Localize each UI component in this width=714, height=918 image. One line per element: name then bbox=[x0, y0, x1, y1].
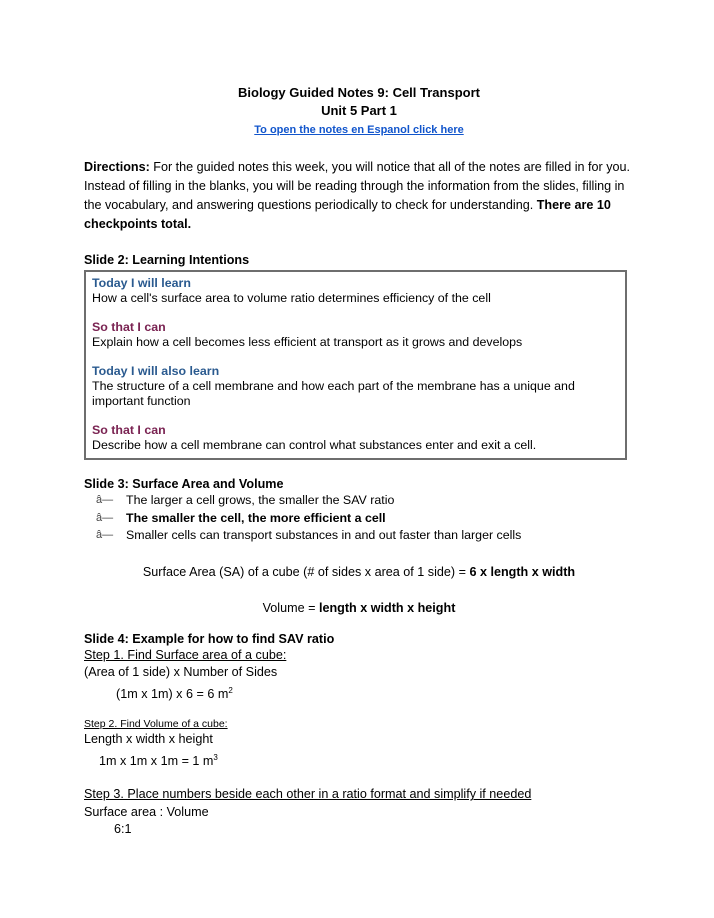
step1-heading: Step 1. Find Surface area of a cube: bbox=[84, 647, 287, 662]
volume-formula-text: Volume = bbox=[262, 600, 319, 615]
step2-exponent: 3 bbox=[213, 752, 218, 762]
intention-text: Describe how a cell membrane can control what substances enter and exit a cell. bbox=[92, 438, 537, 452]
bullet-text: The larger a cell grows, the smaller the SAV ratio bbox=[126, 493, 395, 507]
spanish-notes-link[interactable]: To open the notes en Espanol click here bbox=[254, 124, 464, 136]
slide3-heading: Slide 3: Surface Area and Volume bbox=[84, 477, 284, 491]
list-item bbox=[96, 510, 634, 528]
checkpoints-note: There are 10 checkpoints total. bbox=[84, 198, 611, 231]
bullet-marker: â— bbox=[96, 494, 114, 506]
slide4-heading: Slide 4: Example for how to find SAV ratio bbox=[84, 631, 335, 646]
step2-line: Length x width x height bbox=[84, 732, 213, 747]
step3-line: Surface area : Volume bbox=[84, 804, 209, 819]
directions-label: Directions: bbox=[84, 160, 150, 174]
document-page bbox=[84, 84, 634, 839]
list-item bbox=[96, 527, 634, 545]
volume-formula-bold: length x width x height bbox=[318, 600, 456, 615]
bullet-marker: â— bbox=[96, 529, 114, 541]
surface-area-formula bbox=[84, 563, 634, 581]
bullet-text: Smaller cells can transport substances in and out faster than larger cells bbox=[126, 528, 522, 542]
list-item bbox=[96, 492, 634, 510]
step1-calculation bbox=[84, 682, 634, 704]
step1-calculation-text: (1m x 1m) x 6 = 6 m bbox=[116, 686, 229, 701]
step2-calculation bbox=[84, 749, 634, 771]
step1-exponent: 2 bbox=[228, 685, 233, 695]
step3-ratio: 6:1 bbox=[114, 822, 132, 837]
step1-line: (Area of 1 side) x Number of Sides bbox=[84, 665, 278, 679]
sa-formula-text: Surface Area (SA) of a cube (# of sides x area of 1 side) = bbox=[142, 564, 470, 579]
directions-text: For the guided notes this week, you will notice that all of the notes are filled in for you. Instead of filling in the blanks, you will be reading through the information from the slides, filling in the vocabulary, and answering questions periodically to check for understanding. bbox=[84, 160, 631, 212]
intention-text: Explain how a cell becomes less efficient at transport as it grows and develops bbox=[92, 335, 523, 349]
volume-formula bbox=[84, 599, 634, 617]
intention-text: How a cell's surface area to volume ratio determines efficiency of the cell bbox=[92, 291, 491, 305]
intention-text: The structure of a cell membrane and how each part of the membrane has a unique and important function bbox=[92, 379, 575, 408]
intention-label: So that I can bbox=[92, 423, 166, 437]
intention-label: Today I will learn bbox=[92, 276, 191, 290]
intention-label: So that I can bbox=[92, 320, 166, 334]
step2-calculation-text: 1m x 1m x 1m = 1 m bbox=[99, 753, 214, 768]
intention-label: Today I will also learn bbox=[92, 364, 220, 378]
slide3-bullet-list bbox=[84, 492, 634, 545]
learning-intentions-box bbox=[84, 270, 627, 460]
document-title: Biology Guided Notes 9: Cell Transport bbox=[238, 85, 480, 100]
bullet-text: The smaller the cell, the more efficient a cell bbox=[126, 510, 386, 525]
sa-formula-bold: 6 x length x width bbox=[469, 564, 576, 579]
bullet-marker: â— bbox=[96, 511, 114, 524]
slide2-heading: Slide 2: Learning Intentions bbox=[84, 253, 250, 267]
document-subtitle: Unit 5 Part 1 bbox=[321, 103, 397, 118]
step2-heading: Step 2. Find Volume of a cube: bbox=[84, 718, 228, 731]
directions-paragraph bbox=[84, 158, 634, 234]
step3-heading: Step 3. Place numbers beside each other in a ratio format and simplify if needed bbox=[84, 787, 532, 802]
